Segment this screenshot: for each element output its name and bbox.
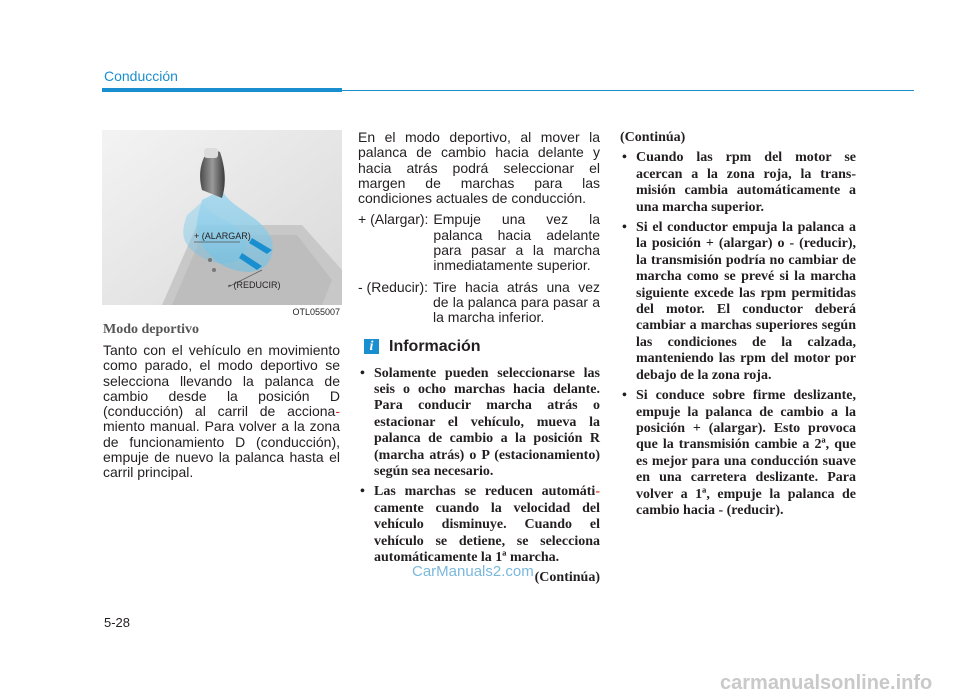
modo-deportivo-body — [103, 343, 340, 481]
figure-code: OTL055007 — [292, 307, 340, 317]
hyphen-mark: - — [595, 484, 600, 500]
list-item-text: camente cuando la velocidad del vehículo disminuye. Cuando el vehículo se detiene, se selecciona automáticamente la 1ª marcha. — [374, 500, 600, 566]
info-bullet-list — [358, 366, 600, 567]
hyphen-mark: - — [335, 403, 340, 420]
info-title: Información — [389, 337, 481, 355]
header-rule-accent — [102, 88, 342, 92]
section-title: Conducción — [104, 68, 178, 84]
label-minus-reducir: - (REDUCIR) — [228, 280, 281, 290]
watermark-footer[interactable]: carmanualsonline.info — [720, 672, 933, 694]
definition-reducir — [358, 280, 600, 326]
definition-term: + (Alargar): — [358, 211, 429, 228]
definition-term: - (Reducir): — [358, 278, 429, 295]
page-number: 5-28 — [104, 615, 131, 630]
definition-desc: Tire hacia atrás una vez de la palanca para pasar a la marcha inferior. — [433, 278, 600, 326]
list-item: • Si el conductor empuja la palanca a la posición + (alargar) o - (reducir), la transmisión podría no cambiar de marcha como se prevé si la marcha siguiente excede las rpm permitidas del motor. El conductor deberá cambiar a marchas superiores según las condiciones de la calzada, manteniendo las rpm del motor por debajo de la zona roja. — [620, 220, 856, 384]
definition-desc: Empuje una vez la palanca hacia adelante para pasar a la marcha inmediatamente superior. — [433, 211, 600, 274]
header-rule — [342, 90, 914, 91]
info-icon: i — [364, 339, 379, 354]
body-text-part1: Tanto con el vehículo en movimiento como parado, el modo deportivo se selecciona llevando la palanca de cambio desde la posición D (conducción) al carril de acciona — [103, 342, 340, 420]
label-plus-alargar: + (ALARGAR) — [194, 231, 251, 241]
gear-shifter-figure — [102, 130, 342, 317]
gear-shifter-illustration — [102, 130, 342, 305]
list-item — [358, 484, 600, 566]
modo-deportivo-heading: Modo deportivo — [103, 322, 200, 337]
body-text-part2: miento manual. Para volver a la zona de funcionamiento D (conducción), empuje de nuevo la palanca hasta el carril principal. — [103, 418, 340, 481]
list-item: • Si conduce sobre firme deslizante, empuje la palanca de cambio a la posición + (alargar). Esto provoca que la transmisión cambie a 2ª, que es mejor para una conducción suave en una carretera deslizante. Para volver a 1ª, empuje la palanca de cambio hacia - (reducir). — [620, 388, 856, 519]
list-item: • Cuando las rpm del motor se acercan a la zona roja, la trans- misión cambia automáticamente a una marcha superior. — [620, 150, 856, 216]
list-item-text: Las marchas se reducen automáti — [374, 484, 596, 500]
intro-paragraph: En el modo deportivo, al mover la palanca de cambio hacia delante y hacia atrás podrá seleccionar el margen de marchas para las condiciones actuales de conducción. — [358, 129, 600, 207]
info-header — [358, 338, 600, 356]
column-2 — [358, 130, 600, 587]
column-3 — [620, 130, 856, 523]
definition-alargar — [358, 212, 600, 273]
list-item: • Solamente pueden seleccionarse las seis o ocho marchas hacia delante. Para conducir marcha atrás o estacionar el vehículo, mueva la palanca de cambio a la posición R (marcha atrás) o P (estacionamiento) según sea necesario. — [358, 366, 600, 481]
watermark-link[interactable]: CarManuals2.com — [412, 563, 534, 580]
continua-label: (Continúa) — [620, 130, 686, 145]
continua-label: (Continúa) — [534, 570, 600, 586]
bullet-list — [620, 150, 856, 519]
